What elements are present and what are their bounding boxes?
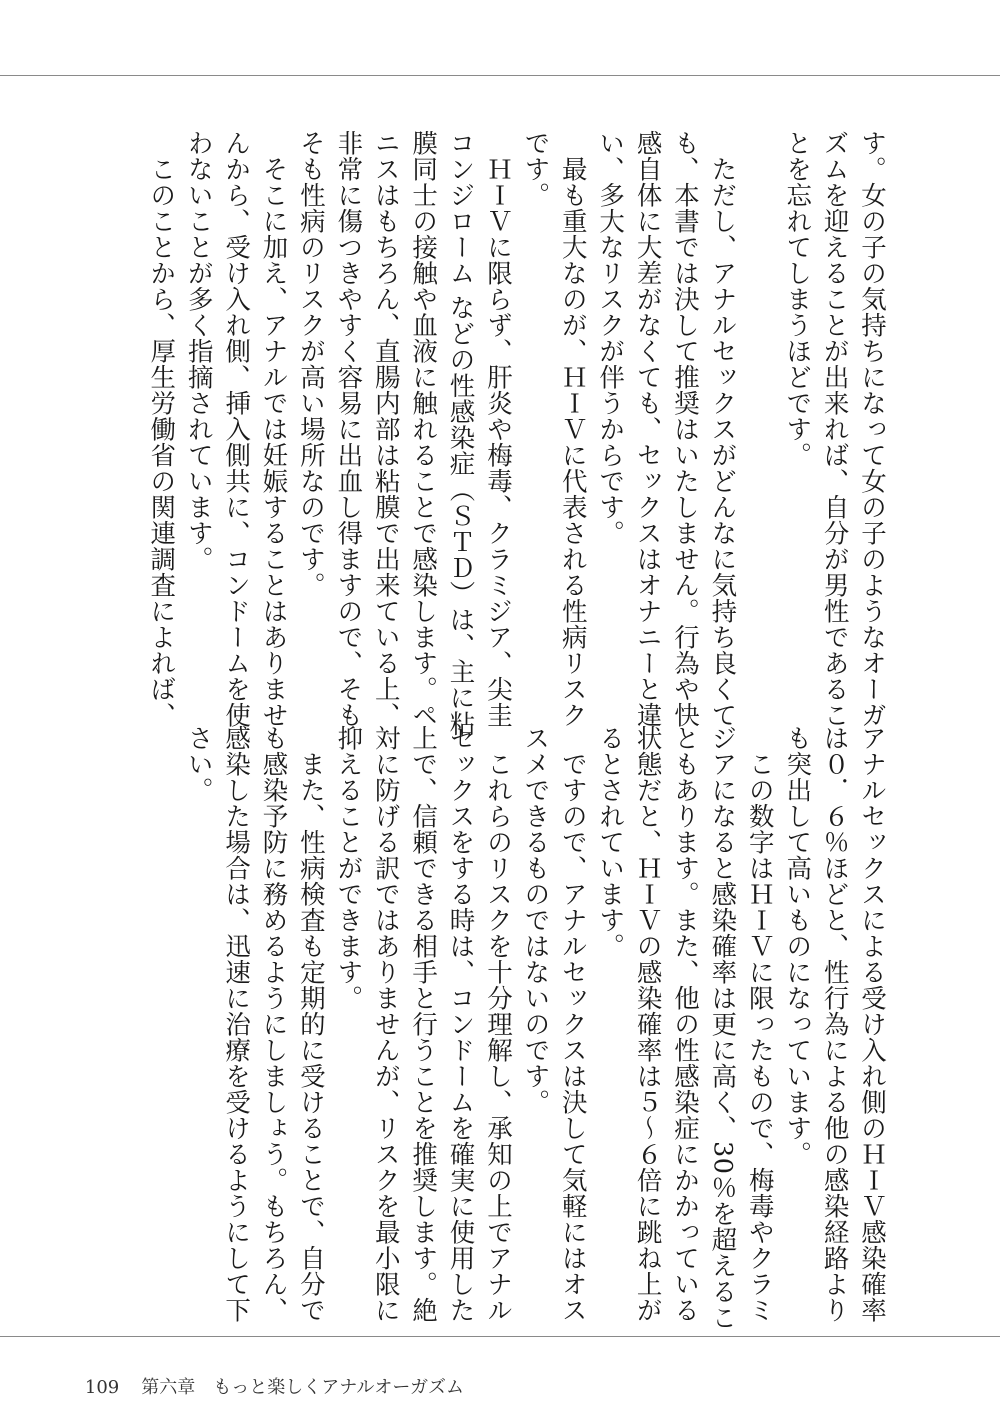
text-line: 感自体に大差がなくても、セックスはオナニーと違 [632, 130, 663, 728]
text-line: も感染予防に務めるようにしましょう。もちろん、 [258, 725, 289, 1323]
top-rule [0, 75, 1000, 76]
text-line: セックスをする時は、コンドームを確実に使用した [445, 725, 476, 1323]
text-line: は０．６％ほどと、性行為による他の感染経路より [819, 725, 850, 1323]
page-number: 109 [84, 1377, 120, 1398]
text-line: スメできるものではないのです。 [520, 725, 551, 1115]
text-line: ジアになると感染確率は更に高く、30％を超えるこ [707, 725, 738, 1331]
text-line: 状態だと、ＨＩＶの感染確率は５〜６倍に跳ね上が [632, 725, 663, 1323]
page-footer [62, 1352, 464, 1420]
text-line: 膜同士の接触や血液に触れることで感染します。ペ [408, 130, 439, 728]
text-line: これらのリスクを十分理解し、承知の上でアナル [482, 725, 513, 1323]
text-line: 最も重大なのが、ＨＩＶに代表される性病リスク [557, 130, 588, 728]
text-line: んから、受け入れ側、挿入側共に、コンドームを使 [221, 130, 252, 728]
text-line: そも性病のリスクが高い場所なのです。 [295, 130, 326, 598]
text-line: そこに加え、アナルでは妊娠することはありませ [258, 130, 289, 728]
text-line: ニスはもちろん、直腸内部は粘膜で出来ている上、 [370, 130, 401, 728]
bottom-rule [0, 1336, 1000, 1337]
text-line: コンジローム などの性感染症（ＳＴＤ）は、主に粘 [445, 130, 476, 737]
text-line: も突出して高いものになっています。 [782, 725, 813, 1167]
text-line: また、性病検査も定期的に受けることで、自分で [295, 725, 326, 1323]
text-line: るとされています。 [595, 725, 626, 959]
text-line: も、本書では決して推奨はいたしません。行為や快 [669, 130, 700, 728]
text-line: です。 [520, 130, 551, 208]
upper-text-block [142, 130, 890, 737]
text-line: さい。 [183, 725, 214, 803]
text-line: ＨＩＶに限らず、肝炎や梅毒、クラミジア、尖圭 [482, 130, 513, 728]
text-line: アナルセックスによる受け入れ側のＨＩＶ感染確率 [857, 725, 887, 1323]
text-line: 感染した場合は、迅速に治療を受けるようにして下 [221, 725, 252, 1323]
text-line: ですので、アナルセックスは決して気軽にはオス [557, 725, 588, 1323]
chapter-title: 第六章 もっと楽しくアナルオーガズム [141, 1377, 464, 1398]
text-line: ともあります。また、他の性感染症にかかっている [669, 725, 700, 1323]
text-line: 対に防げる訳ではありませんが、リスクを最小限に [370, 725, 401, 1323]
text-line: わないことが多く指摘されています。 [183, 130, 214, 572]
text-line: す。女の子の気持ちになって女の子のようなオーガ [857, 130, 887, 728]
text-line [740, 130, 777, 700]
text-line: ズムを迎えることが出来れば、自分が男性であるこ [819, 130, 850, 728]
text-line: 非常に傷つきやすく容易に出血し得ますので、そも [333, 130, 364, 728]
text-line: このことから、厚生労働省の関連調査によれば、 [146, 130, 177, 728]
text-line: 抑えることができます。 [333, 725, 364, 1011]
lower-text-block [179, 725, 890, 1331]
text-line: 上で、信頼できる相手と行うことを推奨します。絶 [408, 725, 439, 1323]
text-line: ただし、アナルセックスがどんなに気持ち良くて [707, 130, 738, 728]
text-line: この数字はＨＩＶに限ったもので、梅毒やクラミ [744, 725, 775, 1323]
text-line: とを忘れてしまうほどです。 [782, 130, 813, 468]
text-line: い、多大なリスクが伴うからです。 [595, 130, 626, 546]
